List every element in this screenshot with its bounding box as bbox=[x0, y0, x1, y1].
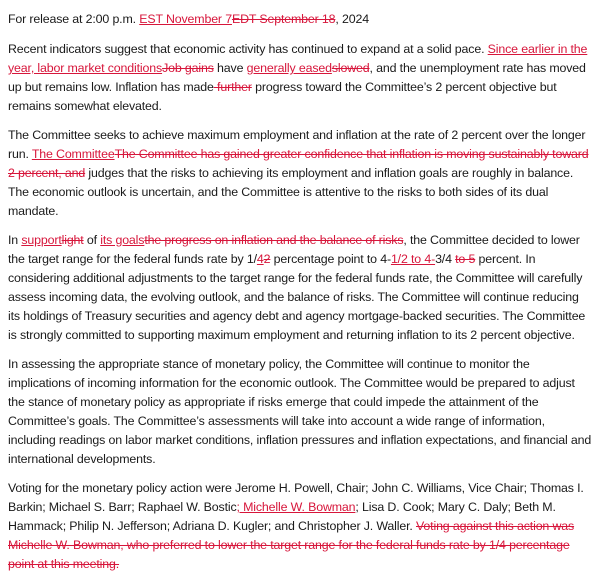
text-run: , and the unemployment rate has moved up but remains low. Inflation has made bbox=[8, 61, 586, 94]
paragraph-voting bbox=[8, 479, 592, 574]
inserted-text: generally eased bbox=[246, 61, 332, 75]
text-run: , the Committee decided to lower the target range for the federal funds rate by 1/ bbox=[8, 233, 580, 266]
paragraph-economic-activity bbox=[8, 40, 592, 116]
inserted-text: The Committee bbox=[31, 147, 115, 161]
inserted-text: support bbox=[21, 233, 62, 247]
deleted-text: light bbox=[61, 233, 84, 247]
text-run: of bbox=[83, 233, 101, 247]
deleted-text: the progress on inflation and the balance of risks bbox=[144, 233, 404, 247]
text-run: have bbox=[213, 61, 247, 75]
text-run: ; Lisa D. Cook; Mary C. Daly; Beth M. Hammack; Philip N. Jefferson; Adriana D. Kugler; and Christopher J. Waller. bbox=[8, 500, 556, 533]
deleted-text: further bbox=[213, 80, 252, 94]
deleted-text: Job gains bbox=[162, 61, 214, 75]
release-line bbox=[8, 10, 592, 29]
text-run: The Committee seeks to achieve maximum employment and inflation at the rate of 2 percent over the longer run. bbox=[8, 128, 586, 161]
paragraph-policy-stance bbox=[8, 355, 592, 469]
deleted-text: The Committee has gained greater confidence that inflation is moving sustainably toward 2 percent, and bbox=[8, 147, 589, 180]
deleted-text: Voting against this action was Michelle W. Bowman, who preferred to lower the target range for the federal funds rate by 1/4 percentage point at this meeting. bbox=[8, 519, 575, 571]
text-run: percent. In considering additional adjustments to the target range for the federal funds rate, the Committee will carefully assess incoming data, the evolving outlook, and the balance of risks. The Committee will continue reducing its holdings of Treasury securities and agency debt and agency mortgage-backed securities. The Committee is strongly committed to supporting maximum employment and returning inflation to its 2 percent objective. bbox=[8, 252, 586, 342]
paragraph-policy-decision bbox=[8, 231, 592, 345]
inserted-text: EST November 7 bbox=[139, 12, 232, 26]
deleted-text: EDT September 18 bbox=[231, 12, 336, 26]
text-run: percentage point to 4- bbox=[270, 252, 391, 266]
inserted-text: ; Michelle W. Bowman bbox=[236, 500, 356, 514]
text-run: Voting for the monetary policy action were Jerome H. Powell, Chair; John C. Williams, Vice Chair; Thomas I. Barkin; Michael S. Barr; Raphael W. Bostic bbox=[8, 481, 584, 514]
text-run: 3/4 bbox=[435, 252, 456, 266]
deleted-text: 2 bbox=[263, 252, 271, 266]
release-suffix: , 2024 bbox=[335, 12, 369, 26]
release-prefix: For release at 2:00 p.m. bbox=[8, 12, 140, 26]
inserted-text: 4 bbox=[256, 252, 264, 266]
text-run: In bbox=[8, 233, 22, 247]
inserted-text: Since earlier in the year, labor market conditions bbox=[8, 42, 588, 75]
inserted-text: 1/2 to 4- bbox=[390, 252, 436, 266]
text-run: judges that the risks to achieving its employment and inflation goals are roughly in balance. The economic outlook is uncertain, and the Committee is attentive to the risks to both sides of its dual mandate. bbox=[8, 166, 574, 218]
text-run: In assessing the appropriate stance of monetary policy, the Committee will continue to monitor the implications of incoming information for the economic outlook. The Committee would be prepared to adjust the stance of monetary policy as appropriate if risks emerge that could impede the attainment of the Committee’s goals. The Committee’s assessments will take into account a wide range of information, including readings on labor market conditions, inflation pressures and inflation expectations, and financial and international developments. bbox=[8, 357, 592, 466]
inserted-text: its goals bbox=[100, 233, 145, 247]
text-run: Recent indicators suggest that economic activity has continued to expand at a solid pace. bbox=[8, 42, 488, 56]
deleted-text: slowed bbox=[331, 61, 370, 75]
text-run: progress toward the Committee’s 2 percent objective but remains somewhat elevated. bbox=[8, 80, 557, 113]
paragraph-committee-goals bbox=[8, 126, 592, 221]
deleted-text: to 5 bbox=[455, 252, 476, 266]
